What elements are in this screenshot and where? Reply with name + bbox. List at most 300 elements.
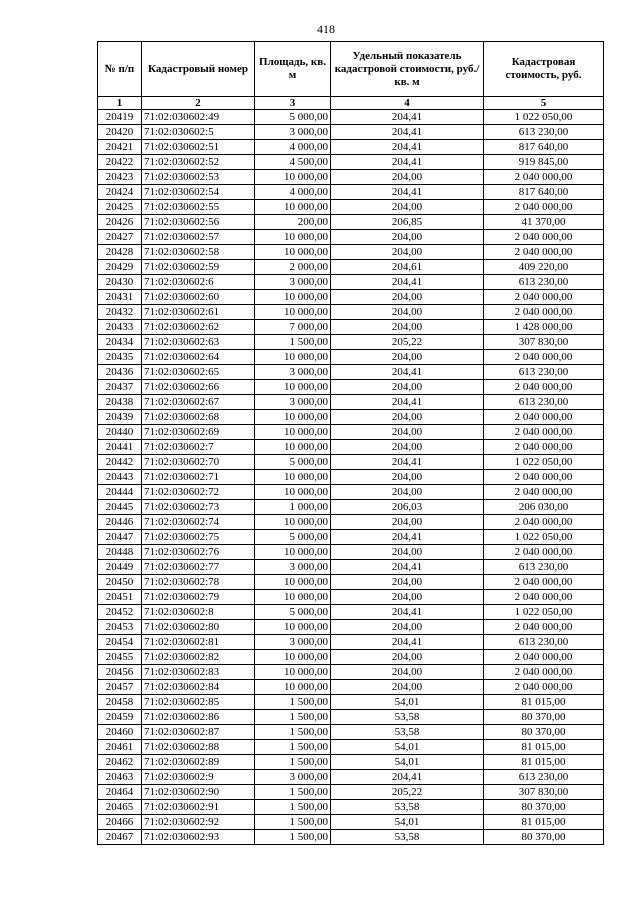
specific-value-cell: 54,01 [331, 755, 484, 770]
specific-value-cell: 204,41 [331, 395, 484, 410]
area-cell: 4 000,00 [255, 185, 331, 200]
table-row [98, 125, 604, 140]
cadastral-number-cell: 71:02:030602:64 [142, 350, 255, 365]
area-cell: 10 000,00 [255, 515, 331, 530]
area-cell: 3 000,00 [255, 275, 331, 290]
table-row [98, 200, 604, 215]
row-number-cell: 20447 [98, 530, 142, 545]
row-number-cell: 20460 [98, 725, 142, 740]
cadastral-value-cell: 41 370,00 [484, 215, 604, 230]
area-cell: 10 000,00 [255, 470, 331, 485]
specific-value-cell: 205,22 [331, 335, 484, 350]
cadastral-value-cell: 2 040 000,00 [484, 230, 604, 245]
cadastral-number-cell: 71:02:030602:54 [142, 185, 255, 200]
row-number-cell: 20436 [98, 365, 142, 380]
area-cell: 1 500,00 [255, 830, 331, 845]
area-cell: 10 000,00 [255, 545, 331, 560]
row-number-cell: 20428 [98, 245, 142, 260]
row-number-cell: 20445 [98, 500, 142, 515]
row-number-cell: 20431 [98, 290, 142, 305]
row-number-cell: 20439 [98, 410, 142, 425]
row-number-cell: 20426 [98, 215, 142, 230]
cadastral-value-cell: 2 040 000,00 [484, 545, 604, 560]
area-cell: 1 500,00 [255, 800, 331, 815]
row-number-cell: 20440 [98, 425, 142, 440]
cadastral-number-cell: 71:02:030602:76 [142, 545, 255, 560]
table-row [98, 140, 604, 155]
table-row [98, 335, 604, 350]
cadastral-number-cell: 71:02:030602:84 [142, 680, 255, 695]
area-cell: 1 500,00 [255, 710, 331, 725]
row-number-cell: 20432 [98, 305, 142, 320]
specific-value-cell: 204,41 [331, 275, 484, 290]
cadastral-value-cell: 2 040 000,00 [484, 305, 604, 320]
cadastral-number-cell: 71:02:030602:58 [142, 245, 255, 260]
column-number: 3 [255, 97, 331, 110]
specific-value-cell: 54,01 [331, 695, 484, 710]
table-row [98, 800, 604, 815]
cadastral-number-cell: 71:02:030602:6 [142, 275, 255, 290]
cadastral-number-cell: 71:02:030602:75 [142, 530, 255, 545]
row-number-cell: 20421 [98, 140, 142, 155]
cadastral-value-cell: 81 015,00 [484, 755, 604, 770]
table-row [98, 485, 604, 500]
area-cell: 4 000,00 [255, 140, 331, 155]
area-cell: 10 000,00 [255, 200, 331, 215]
area-cell: 1 500,00 [255, 725, 331, 740]
row-number-cell: 20451 [98, 590, 142, 605]
cadastral-value-cell: 613 230,00 [484, 125, 604, 140]
cadastral-number-cell: 71:02:030602:56 [142, 215, 255, 230]
cadastral-number-cell: 71:02:030602:9 [142, 770, 255, 785]
table-row [98, 605, 604, 620]
specific-value-cell: 204,00 [331, 245, 484, 260]
specific-value-cell: 204,00 [331, 410, 484, 425]
area-cell: 10 000,00 [255, 290, 331, 305]
row-number-cell: 20455 [98, 650, 142, 665]
area-cell: 5 000,00 [255, 455, 331, 470]
cadastral-number-cell: 71:02:030602:59 [142, 260, 255, 275]
row-number-cell: 20449 [98, 560, 142, 575]
area-cell: 10 000,00 [255, 440, 331, 455]
table-row [98, 185, 604, 200]
specific-value-cell: 204,41 [331, 110, 484, 125]
cadastral-value-cell: 81 015,00 [484, 815, 604, 830]
area-cell: 3 000,00 [255, 770, 331, 785]
cadastral-number-cell: 71:02:030602:91 [142, 800, 255, 815]
row-number-cell: 20443 [98, 470, 142, 485]
table-row [98, 815, 604, 830]
specific-value-cell: 204,00 [331, 650, 484, 665]
table-row [98, 725, 604, 740]
table-row [98, 785, 604, 800]
cadastral-value-cell: 613 230,00 [484, 560, 604, 575]
cadastral-number-cell: 71:02:030602:83 [142, 665, 255, 680]
row-number-cell: 20438 [98, 395, 142, 410]
column-header-cadastral-value: Кадастровая стоимость, руб. [484, 42, 604, 97]
cadastral-number-cell: 71:02:030602:71 [142, 470, 255, 485]
row-number-cell: 20459 [98, 710, 142, 725]
specific-value-cell: 54,01 [331, 815, 484, 830]
cadastral-number-cell: 71:02:030602:85 [142, 695, 255, 710]
area-cell: 200,00 [255, 215, 331, 230]
table-row [98, 620, 604, 635]
specific-value-cell: 204,00 [331, 575, 484, 590]
cadastral-number-cell: 71:02:030602:5 [142, 125, 255, 140]
specific-value-cell: 204,00 [331, 305, 484, 320]
area-cell: 10 000,00 [255, 485, 331, 500]
cadastral-value-cell: 613 230,00 [484, 395, 604, 410]
cadastral-value-cell: 1 022 050,00 [484, 605, 604, 620]
cadastral-number-cell: 71:02:030602:66 [142, 380, 255, 395]
table-row [98, 590, 604, 605]
specific-value-cell: 204,41 [331, 530, 484, 545]
table-body [98, 110, 604, 845]
specific-value-cell: 204,00 [331, 380, 484, 395]
row-number-cell: 20435 [98, 350, 142, 365]
row-number-cell: 20463 [98, 770, 142, 785]
table-row [98, 575, 604, 590]
row-number-cell: 20448 [98, 545, 142, 560]
cadastral-value-cell: 2 040 000,00 [484, 650, 604, 665]
cadastral-value-cell: 2 040 000,00 [484, 380, 604, 395]
cadastral-value-cell: 2 040 000,00 [484, 440, 604, 455]
area-cell: 4 500,00 [255, 155, 331, 170]
specific-value-cell: 54,01 [331, 740, 484, 755]
specific-value-cell: 204,00 [331, 545, 484, 560]
cadastral-value-cell: 2 040 000,00 [484, 680, 604, 695]
cadastral-number-cell: 71:02:030602:73 [142, 500, 255, 515]
cadastral-value-cell: 2 040 000,00 [484, 290, 604, 305]
table-row [98, 665, 604, 680]
specific-value-cell: 204,00 [331, 620, 484, 635]
row-number-cell: 20457 [98, 680, 142, 695]
cadastral-value-cell: 81 015,00 [484, 740, 604, 755]
specific-value-cell: 204,41 [331, 635, 484, 650]
specific-value-cell: 204,00 [331, 290, 484, 305]
cadastral-number-cell: 71:02:030602:93 [142, 830, 255, 845]
cadastral-value-cell: 2 040 000,00 [484, 245, 604, 260]
table-row [98, 380, 604, 395]
row-number-cell: 20462 [98, 755, 142, 770]
specific-value-cell: 204,00 [331, 200, 484, 215]
table-row [98, 740, 604, 755]
cadastral-number-cell: 71:02:030602:79 [142, 590, 255, 605]
cadastral-value-cell: 919 845,00 [484, 155, 604, 170]
row-number-cell: 20446 [98, 515, 142, 530]
area-cell: 5 000,00 [255, 110, 331, 125]
specific-value-cell: 204,00 [331, 680, 484, 695]
area-cell: 10 000,00 [255, 305, 331, 320]
table-row [98, 830, 604, 845]
cadastral-value-cell: 2 040 000,00 [484, 515, 604, 530]
area-cell: 10 000,00 [255, 590, 331, 605]
area-cell: 3 000,00 [255, 365, 331, 380]
cadastral-number-cell: 71:02:030602:69 [142, 425, 255, 440]
cadastral-number-cell: 71:02:030602:82 [142, 650, 255, 665]
table-row [98, 755, 604, 770]
row-number-cell: 20423 [98, 170, 142, 185]
cadastral-number-cell: 71:02:030602:52 [142, 155, 255, 170]
cadastral-value-cell: 2 040 000,00 [484, 665, 604, 680]
specific-value-cell: 204,00 [331, 230, 484, 245]
cadastral-value-cell: 613 230,00 [484, 275, 604, 290]
area-cell: 1 500,00 [255, 785, 331, 800]
row-number-cell: 20425 [98, 200, 142, 215]
specific-value-cell: 53,58 [331, 725, 484, 740]
row-number-cell: 20420 [98, 125, 142, 140]
specific-value-cell: 204,00 [331, 440, 484, 455]
table-row [98, 155, 604, 170]
specific-value-cell: 204,61 [331, 260, 484, 275]
cadastral-value-cell: 80 370,00 [484, 725, 604, 740]
row-number-cell: 20429 [98, 260, 142, 275]
cadastral-value-cell: 613 230,00 [484, 635, 604, 650]
cadastral-value-cell: 80 370,00 [484, 800, 604, 815]
specific-value-cell: 204,00 [331, 320, 484, 335]
cadastral-value-cell: 80 370,00 [484, 710, 604, 725]
row-number-cell: 20461 [98, 740, 142, 755]
cadastral-value-cell: 409 220,00 [484, 260, 604, 275]
table-row [98, 440, 604, 455]
cadastral-number-cell: 71:02:030602:67 [142, 395, 255, 410]
cadastral-number-cell: 71:02:030602:63 [142, 335, 255, 350]
specific-value-cell: 204,41 [331, 365, 484, 380]
cadastral-number-cell: 71:02:030602:62 [142, 320, 255, 335]
cadastral-number-cell: 71:02:030602:8 [142, 605, 255, 620]
table-row [98, 635, 604, 650]
cadastral-number-cell: 71:02:030602:51 [142, 140, 255, 155]
cadastral-number-cell: 71:02:030602:87 [142, 725, 255, 740]
table-row [98, 170, 604, 185]
table-row [98, 245, 604, 260]
table-row [98, 215, 604, 230]
column-number-row [98, 97, 604, 110]
specific-value-cell: 204,00 [331, 665, 484, 680]
table-row [98, 110, 604, 125]
specific-value-cell: 204,41 [331, 605, 484, 620]
row-number-cell: 20441 [98, 440, 142, 455]
area-cell: 2 000,00 [255, 260, 331, 275]
cadastral-number-cell: 71:02:030602:49 [142, 110, 255, 125]
column-header-cadastral-number: Кадастровый номер [142, 42, 255, 97]
cadastral-number-cell: 71:02:030602:60 [142, 290, 255, 305]
table-row [98, 770, 604, 785]
cadastral-number-cell: 71:02:030602:80 [142, 620, 255, 635]
area-cell: 10 000,00 [255, 380, 331, 395]
table-row [98, 230, 604, 245]
area-cell: 10 000,00 [255, 410, 331, 425]
cadastral-value-cell: 2 040 000,00 [484, 575, 604, 590]
column-header-area: Площадь, кв. м [255, 42, 331, 97]
cadastral-number-cell: 71:02:030602:86 [142, 710, 255, 725]
cadastral-value-cell: 1 022 050,00 [484, 110, 604, 125]
area-cell: 10 000,00 [255, 680, 331, 695]
row-number-cell: 20464 [98, 785, 142, 800]
specific-value-cell: 204,00 [331, 425, 484, 440]
cadastral-value-table [97, 41, 604, 845]
page-number: 418 [317, 22, 335, 36]
cadastral-value-cell: 81 015,00 [484, 695, 604, 710]
area-cell: 3 000,00 [255, 635, 331, 650]
area-cell: 10 000,00 [255, 650, 331, 665]
cadastral-value-cell: 817 640,00 [484, 185, 604, 200]
area-cell: 10 000,00 [255, 425, 331, 440]
column-header-specific-value: Удельный показатель кадастровой стоимости, руб./кв. м [331, 42, 484, 97]
table-row [98, 410, 604, 425]
row-number-cell: 20422 [98, 155, 142, 170]
column-number: 4 [331, 97, 484, 110]
cadastral-number-cell: 71:02:030602:53 [142, 170, 255, 185]
cadastral-value-cell: 1 022 050,00 [484, 530, 604, 545]
specific-value-cell: 206,03 [331, 500, 484, 515]
area-cell: 10 000,00 [255, 245, 331, 260]
cadastral-number-cell: 71:02:030602:61 [142, 305, 255, 320]
row-number-cell: 20433 [98, 320, 142, 335]
row-number-cell: 20452 [98, 605, 142, 620]
area-cell: 10 000,00 [255, 575, 331, 590]
area-cell: 10 000,00 [255, 350, 331, 365]
area-cell: 1 500,00 [255, 755, 331, 770]
cadastral-value-cell: 817 640,00 [484, 140, 604, 155]
cadastral-number-cell: 71:02:030602:88 [142, 740, 255, 755]
area-cell: 3 000,00 [255, 395, 331, 410]
table-row [98, 395, 604, 410]
cadastral-number-cell: 71:02:030602:74 [142, 515, 255, 530]
specific-value-cell: 204,41 [331, 560, 484, 575]
row-number-cell: 20454 [98, 635, 142, 650]
area-cell: 10 000,00 [255, 230, 331, 245]
table-row [98, 710, 604, 725]
cadastral-value-cell: 2 040 000,00 [484, 425, 604, 440]
table-row [98, 320, 604, 335]
table-row [98, 275, 604, 290]
specific-value-cell: 53,58 [331, 800, 484, 815]
cadastral-number-cell: 71:02:030602:68 [142, 410, 255, 425]
table-row [98, 515, 604, 530]
specific-value-cell: 204,41 [331, 155, 484, 170]
area-cell: 10 000,00 [255, 170, 331, 185]
row-number-cell: 20419 [98, 110, 142, 125]
cadastral-number-cell: 71:02:030602:72 [142, 485, 255, 500]
specific-value-cell: 205,22 [331, 785, 484, 800]
table-header-row [98, 42, 604, 97]
cadastral-number-cell: 71:02:030602:81 [142, 635, 255, 650]
table-row [98, 455, 604, 470]
cadastral-number-cell: 71:02:030602:92 [142, 815, 255, 830]
area-cell: 3 000,00 [255, 560, 331, 575]
cadastral-number-cell: 71:02:030602:77 [142, 560, 255, 575]
column-number: 5 [484, 97, 604, 110]
cadastral-value-cell: 80 370,00 [484, 830, 604, 845]
specific-value-cell: 204,41 [331, 185, 484, 200]
row-number-cell: 20453 [98, 620, 142, 635]
cadastral-number-cell: 71:02:030602:7 [142, 440, 255, 455]
cadastral-value-cell: 2 040 000,00 [484, 470, 604, 485]
specific-value-cell: 204,00 [331, 485, 484, 500]
row-number-cell: 20424 [98, 185, 142, 200]
table-row [98, 650, 604, 665]
column-number: 1 [98, 97, 142, 110]
table-row [98, 545, 604, 560]
cadastral-value-cell: 613 230,00 [484, 365, 604, 380]
cadastral-value-cell: 1 428 000,00 [484, 320, 604, 335]
table-row [98, 470, 604, 485]
cadastral-value-cell: 2 040 000,00 [484, 410, 604, 425]
column-header-number: № п/п [98, 42, 142, 97]
cadastral-value-cell: 2 040 000,00 [484, 350, 604, 365]
row-number-cell: 20434 [98, 335, 142, 350]
cadastral-number-cell: 71:02:030602:70 [142, 455, 255, 470]
row-number-cell: 20465 [98, 800, 142, 815]
area-cell: 10 000,00 [255, 665, 331, 680]
row-number-cell: 20442 [98, 455, 142, 470]
specific-value-cell: 204,41 [331, 455, 484, 470]
row-number-cell: 20450 [98, 575, 142, 590]
specific-value-cell: 53,58 [331, 830, 484, 845]
table-row [98, 560, 604, 575]
area-cell: 5 000,00 [255, 530, 331, 545]
area-cell: 3 000,00 [255, 125, 331, 140]
cadastral-value-cell: 2 040 000,00 [484, 200, 604, 215]
specific-value-cell: 206,85 [331, 215, 484, 230]
area-cell: 5 000,00 [255, 605, 331, 620]
cadastral-value-cell: 307 830,00 [484, 335, 604, 350]
cadastral-number-cell: 71:02:030602:65 [142, 365, 255, 380]
cadastral-number-cell: 71:02:030602:55 [142, 200, 255, 215]
table-row [98, 530, 604, 545]
row-number-cell: 20466 [98, 815, 142, 830]
table-row [98, 365, 604, 380]
area-cell: 1 500,00 [255, 335, 331, 350]
specific-value-cell: 204,00 [331, 470, 484, 485]
column-number: 2 [142, 97, 255, 110]
cadastral-value-cell: 2 040 000,00 [484, 620, 604, 635]
specific-value-cell: 204,00 [331, 590, 484, 605]
row-number-cell: 20437 [98, 380, 142, 395]
table-row [98, 695, 604, 710]
table-row [98, 260, 604, 275]
table-row [98, 305, 604, 320]
specific-value-cell: 204,41 [331, 770, 484, 785]
row-number-cell: 20444 [98, 485, 142, 500]
cadastral-number-cell: 71:02:030602:89 [142, 755, 255, 770]
specific-value-cell: 204,41 [331, 140, 484, 155]
specific-value-cell: 53,58 [331, 710, 484, 725]
row-number-cell: 20427 [98, 230, 142, 245]
area-cell: 10 000,00 [255, 620, 331, 635]
cadastral-number-cell: 71:02:030602:78 [142, 575, 255, 590]
cadastral-value-cell: 2 040 000,00 [484, 170, 604, 185]
cadastral-value-cell: 2 040 000,00 [484, 485, 604, 500]
cadastral-number-cell: 71:02:030602:90 [142, 785, 255, 800]
area-cell: 7 000,00 [255, 320, 331, 335]
row-number-cell: 20458 [98, 695, 142, 710]
row-number-cell: 20467 [98, 830, 142, 845]
row-number-cell: 20430 [98, 275, 142, 290]
row-number-cell: 20456 [98, 665, 142, 680]
area-cell: 1 500,00 [255, 740, 331, 755]
table-row [98, 680, 604, 695]
cadastral-value-cell: 307 830,00 [484, 785, 604, 800]
area-cell: 1 500,00 [255, 815, 331, 830]
cadastral-value-cell: 613 230,00 [484, 770, 604, 785]
cadastral-value-cell: 1 022 050,00 [484, 455, 604, 470]
cadastral-number-cell: 71:02:030602:57 [142, 230, 255, 245]
table-row [98, 500, 604, 515]
cadastral-value-cell: 2 040 000,00 [484, 590, 604, 605]
area-cell: 1 000,00 [255, 500, 331, 515]
